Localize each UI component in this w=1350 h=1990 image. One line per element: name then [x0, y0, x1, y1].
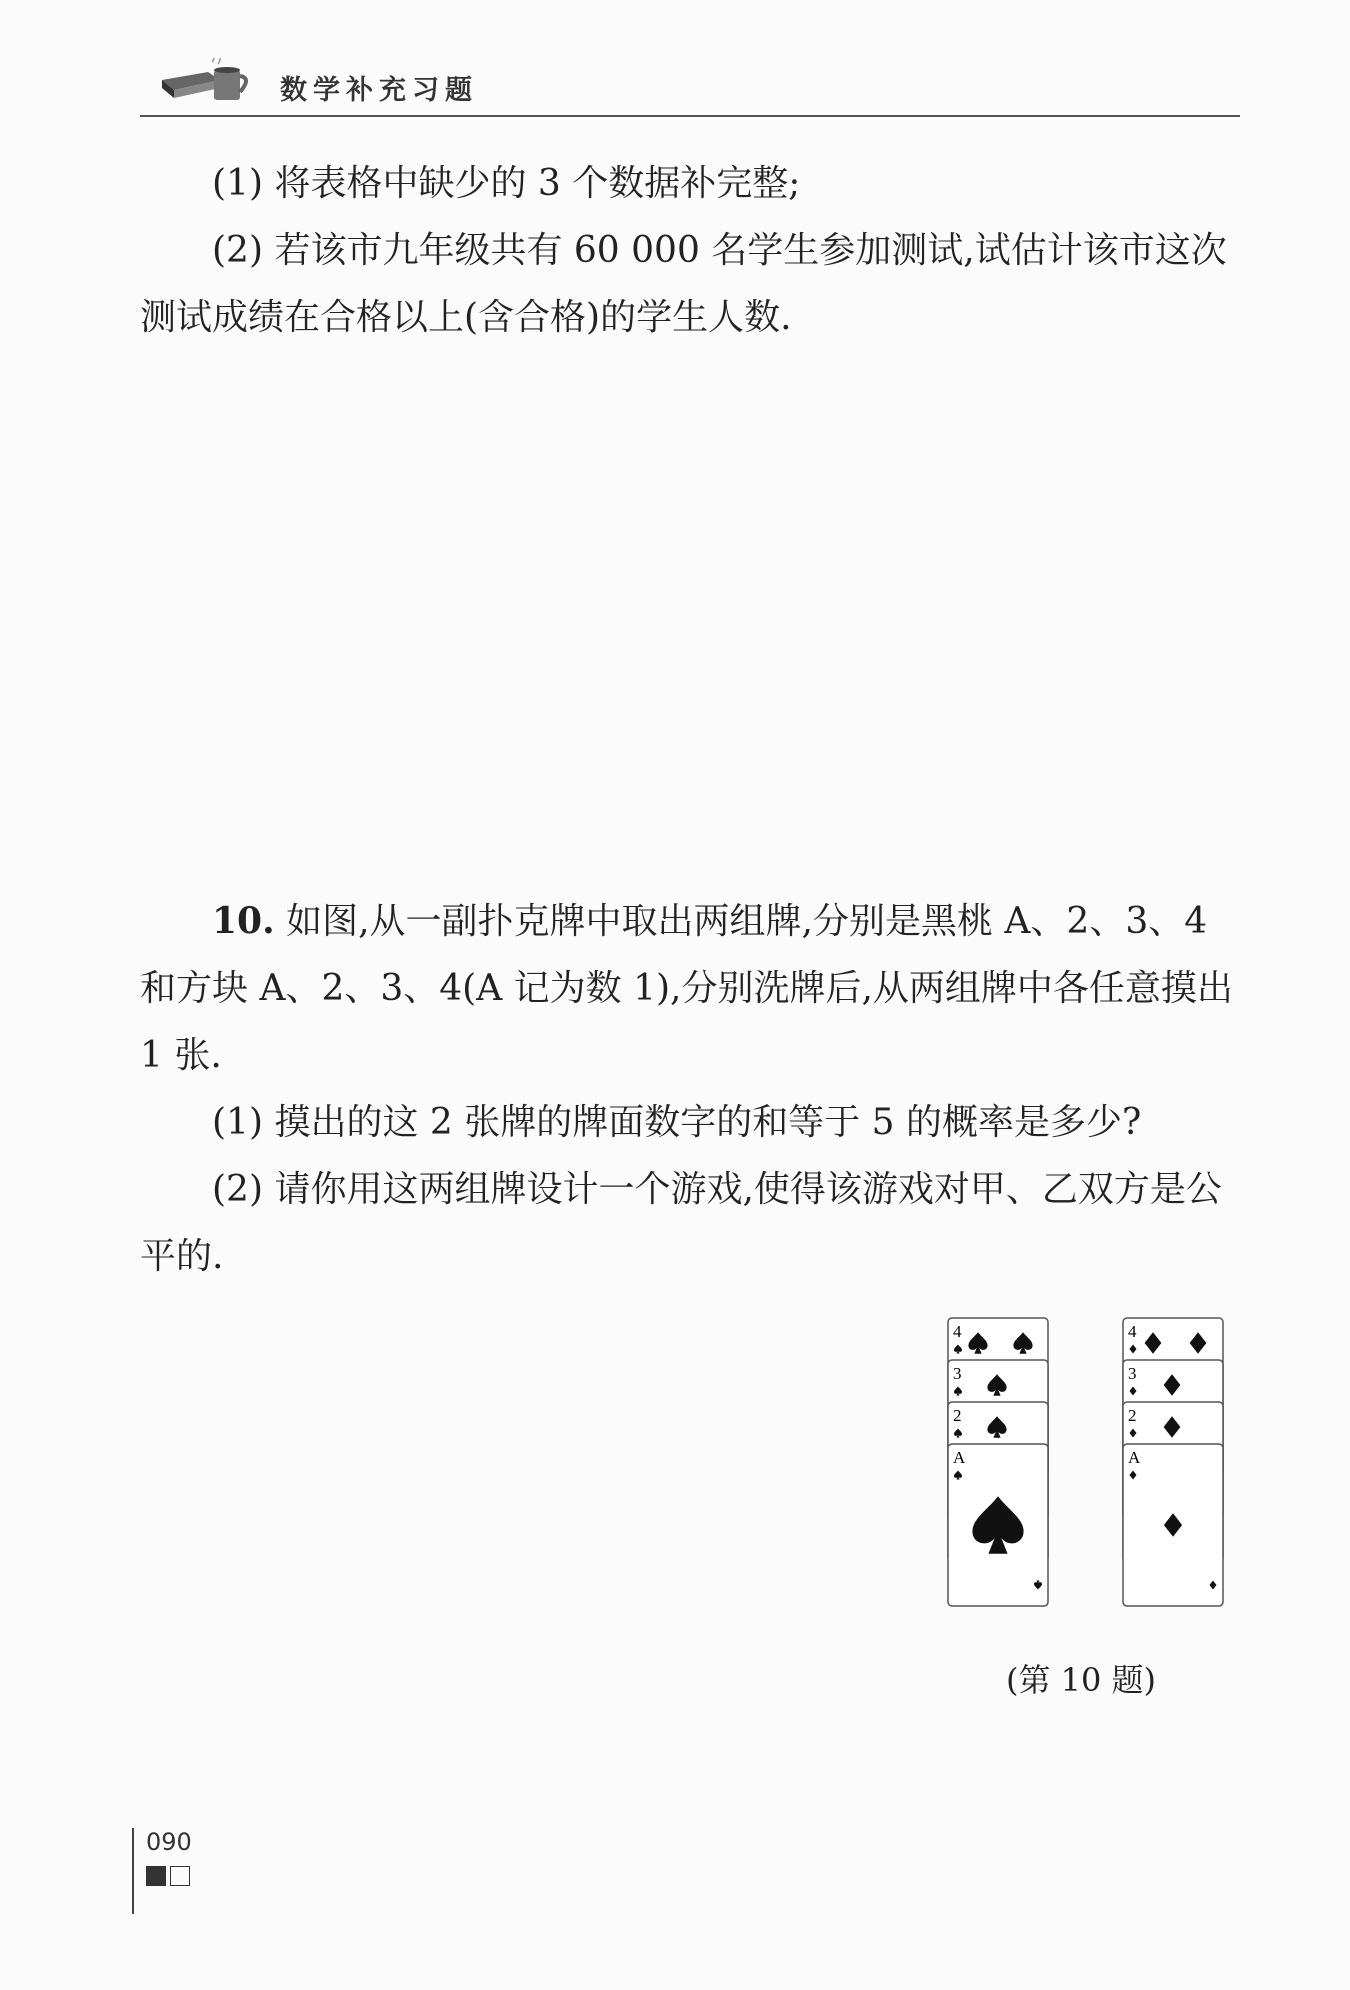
spade-card-3-label: 3	[953, 1364, 962, 1383]
diamond-card-4-label: 4	[1128, 1322, 1137, 1341]
playing-cards-figure	[945, 1315, 1245, 1625]
question-number: 10.	[212, 900, 275, 942]
q10-part2: (2) 请你用这两组牌设计一个游戏,使得该游戏对甲、乙双方是公平的.	[140, 1169, 1222, 1277]
book-title: 数学补充习题	[280, 75, 478, 106]
question-9-parts	[140, 150, 1240, 351]
page-footer	[132, 1828, 192, 1914]
book-and-mug-icon	[160, 58, 260, 108]
spade-card-4-label: 4	[953, 1322, 962, 1341]
filled-square-icon	[146, 1866, 166, 1886]
question-10	[140, 888, 1240, 1290]
empty-square-icon	[170, 1866, 190, 1886]
figure-caption: (第 10 题)	[1006, 1661, 1157, 1699]
q10-stem-paragraph	[140, 888, 1240, 1089]
q9-part1: (1) 将表格中缺少的 3 个数据补完整;	[212, 163, 801, 204]
diamond-card-ace-label: A	[1128, 1448, 1141, 1467]
q10-part1: (1) 摸出的这 2 张牌的牌面数字的和等于 5 的概率是多少?	[212, 1102, 1142, 1143]
diamond-card-2-label: 2	[1128, 1406, 1137, 1425]
diamond-card-3-label: 3	[1128, 1364, 1137, 1383]
spade-card-2-label: 2	[953, 1406, 962, 1425]
q9-part2: (2) 若该市九年级共有 60 000 名学生参加测试,试估计该市这次测试成绩在合格以上(含合格)的学生人数.	[140, 230, 1227, 338]
q10-stem: 如图,从一副扑克牌中取出两组牌,分别是黑桃 A、2、3、4 和方块 A、2、3、4(A 记为数 1),分别洗牌后,从两组牌中各任意摸出 1 张.	[140, 901, 1233, 1076]
spade-card-ace-label: A	[953, 1448, 966, 1467]
diamond-card-ace	[1123, 1444, 1223, 1606]
page-header	[140, 40, 1240, 117]
page-number: 090	[146, 1828, 192, 1856]
page-marker	[146, 1866, 192, 1886]
spade-card-ace	[948, 1444, 1048, 1606]
